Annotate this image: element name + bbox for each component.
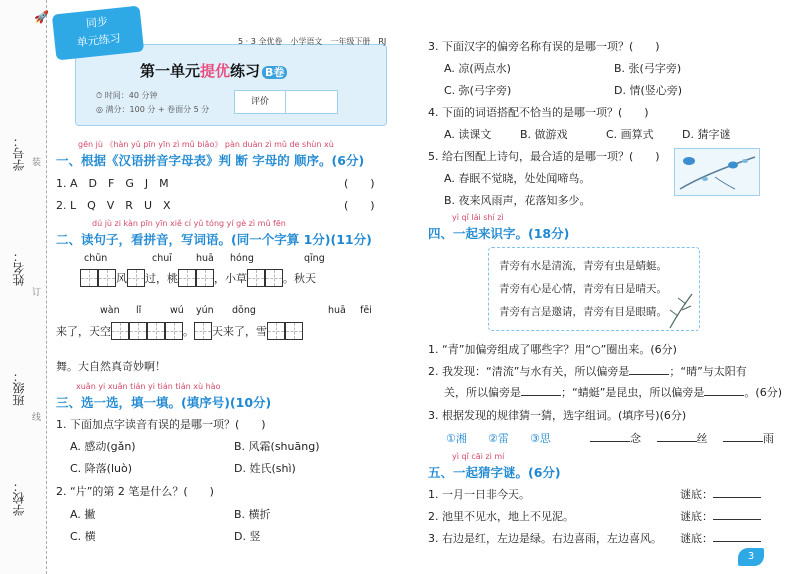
s3-q3-d[interactable]: D. 情(竖心旁)	[614, 84, 683, 97]
title-highlight: 提优	[200, 62, 231, 80]
answer-blank[interactable]	[713, 541, 761, 542]
badge-line-1: 同步	[85, 14, 109, 31]
s3-q1-c[interactable]: C. 降落(luò)	[70, 462, 133, 475]
s4-title: 四、一起来识字。(18分)	[428, 226, 570, 241]
s5-riddle-3: 3. 右边是红，左边是绿。右边喜雨，左边喜风。	[428, 532, 662, 545]
s3-q1-d[interactable]: D. 姓氏(shì)	[234, 462, 296, 475]
s2-r2-py-4: dōng	[232, 305, 256, 316]
s2-r1-py-1: chuī	[152, 253, 172, 264]
s3-q4-b[interactable]: B. 做游戏	[520, 128, 568, 141]
s2-r1-py-0: chūn	[84, 253, 108, 264]
s3-q5-b[interactable]: B. 夜来风雨声，花落知多少。	[444, 194, 591, 207]
rhyme-line-1: 青旁有水是清流，青旁有虫是蜻蜓。	[499, 260, 667, 272]
writing-grid[interactable]	[165, 322, 183, 340]
s4-pinyin: yì qǐ lái shí zì	[452, 213, 504, 222]
school-label: 学校：	[12, 480, 26, 516]
title-badge: B卷	[262, 66, 287, 79]
rhyme-line-2: 青旁有心是心情，青旁有日是晴天。	[499, 283, 667, 295]
s4-q3: 3. 根据发现的规律猜一猜，选字组词。(填序号)(6分)	[428, 409, 687, 422]
s5-title: 五、一起猜字谜。(6分)	[428, 465, 561, 480]
s2-r2-py-5: huā	[328, 305, 346, 316]
s3-q2: 2. “片”的第 2 笔是什么？( )	[56, 485, 214, 498]
s3-q2-c[interactable]: C. 横	[70, 530, 96, 543]
answer-label: 谜底：	[680, 510, 713, 523]
s4-q2-cont	[444, 384, 782, 400]
s5-riddle-2: 2. 池里不见水，地上不见泥。	[428, 510, 574, 523]
s1-q1-answer[interactable]: ( )	[344, 177, 375, 190]
s4-word-2: 丝	[696, 432, 708, 445]
writing-grid[interactable]	[265, 269, 283, 287]
s2-r2-py-1: lǐ	[136, 305, 142, 316]
answer-blank[interactable]	[713, 497, 761, 498]
s2-r1-py-4: qīng	[304, 253, 325, 264]
writing-grid[interactable]	[147, 322, 165, 340]
page-number: 3	[738, 548, 764, 566]
s3-q4: 4. 下面的词语搭配不恰当的是哪一项？( )	[428, 106, 649, 119]
s2-row2	[56, 320, 303, 340]
s2-title: 二、读句子，看拼音，写词语。(同一个字算 1分)(11分)	[56, 232, 372, 247]
s5-answer-3	[680, 530, 761, 546]
s2-row3: 舞。大自然真奇妙啊！	[56, 360, 166, 373]
bird-branch-icon	[675, 149, 759, 195]
badge-line-2: 单元练习	[76, 31, 122, 50]
writing-grid[interactable]	[178, 269, 196, 287]
s3-q1-b[interactable]: B. 风霜(shuāng)	[234, 440, 320, 453]
s1-pinyin: gēn jù 《hàn yǔ pīn yīn zì mǔ biǎo》 pàn duàn zì mǔ de shùn xù	[78, 140, 334, 149]
s3-q4-c[interactable]: C. 画算式	[606, 128, 654, 141]
s4-opt-3: ③思	[530, 432, 551, 445]
s5-pinyin: yì qǐ cāi zì mí	[452, 452, 505, 461]
s2-r2-py-6: fēi	[360, 305, 372, 316]
cut-mark-3: 线	[32, 413, 42, 423]
writing-grid[interactable]	[129, 322, 147, 340]
answer-blank[interactable]	[629, 374, 669, 375]
s2-r1-py-3: hóng	[230, 253, 254, 264]
writing-grid[interactable]	[247, 269, 265, 287]
title-part-b: 练习	[230, 62, 261, 80]
s4-q2	[428, 363, 747, 379]
s1-q2-answer[interactable]: ( )	[344, 199, 375, 212]
answer-blank[interactable]	[704, 395, 744, 396]
s3-title: 三、选一选，填一填。(填序号)(10分)	[56, 395, 272, 410]
answer-blank[interactable]	[590, 441, 630, 442]
s4-q2-part-e: 。(6分)	[744, 386, 782, 399]
s5-riddle-1: 1. 一月一日非今天。	[428, 488, 530, 501]
cut-mark-2: 订	[32, 288, 42, 298]
s3-q3-b[interactable]: B. 张(弓字旁)	[614, 62, 682, 75]
s3-q2-d[interactable]: D. 竖	[234, 530, 261, 543]
student-id-label: 学号：	[12, 135, 26, 171]
s3-q2-b[interactable]: B. 横折	[234, 508, 271, 521]
time-info: ⏱ 时间：40 分钟	[96, 91, 158, 100]
s4-q2-part-c: 关，所以偏旁是	[444, 386, 521, 399]
s4-opt-2: ②雷	[488, 432, 509, 445]
s3-q5: 5. 给右图配上诗句，最合适的是哪一项？( )	[428, 150, 660, 163]
s5-answer-2	[680, 508, 761, 524]
answer-label: 谜底：	[680, 532, 713, 545]
s3-q3-c[interactable]: C. 弥(弓字旁)	[444, 84, 512, 97]
s3-q3-a[interactable]: A. 凉(两点水)	[444, 62, 511, 75]
series-info: 5 · 3 全优卷 小学语文 一年级下册 RJ	[238, 37, 387, 46]
writing-grid[interactable]	[267, 322, 285, 340]
s3-q1-a[interactable]: A. 感动(gǎn)	[70, 440, 136, 453]
s2-r1-text-2: ，小草	[214, 272, 247, 285]
s4-q2-part-d: ；“蜻蜓”是昆虫，所以偏旁是	[561, 386, 705, 399]
s3-q4-a[interactable]: A. 读课文	[444, 128, 492, 141]
s3-q1: 1. 下面加点字读音有误的是哪一项？( )	[56, 418, 266, 431]
s2-r2-text-2: 天来了，雪	[212, 325, 267, 338]
s1-title: 一、根据《汉语拼音字母表》判 断 字母的 顺序。(6分)	[56, 153, 365, 168]
s5-answer-1	[680, 486, 761, 502]
rocket-icon: 🚀	[34, 10, 49, 24]
sync-badge	[52, 6, 144, 61]
s4-opt-1: ①湘	[446, 432, 467, 445]
s3-q4-d[interactable]: D. 猜字谜	[682, 128, 731, 141]
page-title	[140, 60, 287, 81]
s2-row1	[80, 267, 316, 287]
s2-r1-py-2: huā	[196, 253, 214, 264]
s2-pinyin: dú jù zi kàn pīn yīn xiě cí yǔ tóng yí gè zì mǔ fēn	[92, 219, 286, 228]
score-info: ◎ 满分：100 分 + 卷面分 5 分	[96, 105, 210, 114]
class-label: 班级：	[12, 370, 26, 406]
evaluation-label: 评价	[235, 91, 286, 113]
answer-blank[interactable]	[521, 395, 561, 396]
s3-q2-a[interactable]: A. 撇	[70, 508, 96, 521]
evaluation-box	[234, 90, 338, 114]
writing-grid[interactable]	[98, 269, 116, 287]
writing-grid[interactable]	[80, 269, 98, 287]
s4-word-1: 念	[630, 432, 641, 445]
bird-branch-illustration	[674, 148, 760, 196]
s1-q2: 2. L Q V R U X	[56, 199, 171, 212]
s4-word-3: 雨	[763, 432, 774, 445]
answer-blank[interactable]	[713, 519, 761, 520]
s3-q5-a[interactable]: A. 春眠不觉晓，处处闻啼鸟。	[444, 172, 591, 185]
s2-r2-py-0: wàn	[100, 305, 120, 316]
answer-label: 谜底：	[680, 488, 713, 501]
s4-q2-part-b: ；“晴”与太阳有	[669, 365, 747, 378]
answer-blank[interactable]	[657, 441, 697, 442]
title-part-a: 第一单元	[140, 62, 201, 80]
s1-q1: 1. A D F G J M	[56, 177, 169, 190]
writing-grid[interactable]	[285, 322, 303, 340]
writing-grid[interactable]	[196, 269, 214, 287]
cut-mark-1: 装	[32, 158, 42, 168]
writing-grid[interactable]	[111, 322, 129, 340]
rhyme-line-3: 青旁有言是邀请，青旁有目是眼睛。	[499, 306, 667, 318]
s2-r1-text-1: 过，桃	[145, 272, 178, 285]
answer-blank[interactable]	[723, 441, 763, 442]
s2-r2-py-3: yún	[196, 305, 214, 316]
s3-pinyin: xuǎn yi xuǎn tián yi tián tián xù hào	[76, 382, 221, 391]
name-label: 姓名：	[12, 250, 26, 286]
s4-q2-part-a: 2. 我发现：“清流”与水有关，所以偏旁是	[428, 365, 630, 378]
plant-icon	[664, 290, 698, 330]
s2-r2-py-2: wú	[170, 305, 184, 316]
s2-r1-text-3: 。秋天	[283, 272, 316, 285]
s4-word-row	[590, 430, 774, 446]
s2-r1-text-0: 风	[116, 272, 127, 285]
writing-grid[interactable]	[127, 269, 145, 287]
s2-r2-text-1: 。	[183, 325, 194, 338]
s2-r2-text-0: 来了，天空	[56, 325, 111, 338]
writing-grid[interactable]	[194, 322, 212, 340]
s3-q3: 3. 下面汉字的偏旁名称有误的是哪一项？( )	[428, 40, 660, 53]
s4-q1: 1. “青”加偏旁组成了哪些字？用“○”圈出来。(6分)	[428, 343, 677, 356]
